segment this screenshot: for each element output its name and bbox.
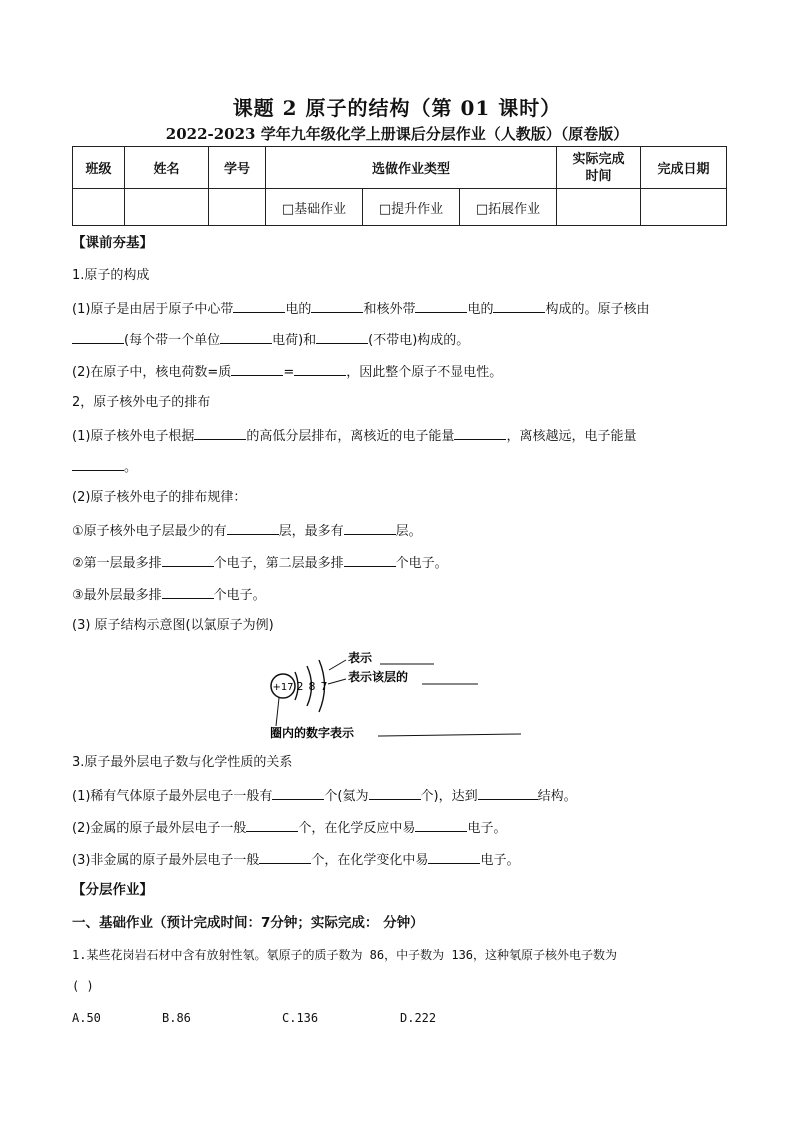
q2-2a-line (72, 521, 422, 541)
fill-blank[interactable] (72, 457, 124, 471)
shell-2-electrons: 8 (308, 680, 316, 693)
label-shell-meaning: 表示 (348, 651, 373, 665)
text-segment: 个电子，第二层最多排 (213, 556, 344, 571)
homework-info-table (72, 146, 727, 226)
q1-heading: 1.原子的构成 (72, 268, 150, 283)
header-class: 班级 (73, 147, 125, 189)
header-actual-time (557, 147, 641, 189)
fill-blank[interactable] (72, 330, 124, 344)
text-segment: 结构。 (537, 789, 577, 804)
text-segment: 电的 (467, 302, 494, 317)
q1-1-line-a (72, 299, 649, 319)
text-segment: 构成的。原子核由 (545, 302, 650, 317)
label-count-meaning: 表示该层的 (348, 670, 409, 684)
cell-student-id[interactable] (209, 189, 266, 226)
q2-2c-line (72, 585, 266, 605)
fill-blank[interactable] (272, 786, 324, 800)
text-segment: 电子。 (480, 853, 520, 868)
shell-3-electrons: 7 (320, 680, 328, 693)
mcq1-option-d[interactable]: D.222 (400, 1011, 437, 1025)
q3-heading: 3.原子最外层电子数与化学性质的关系 (72, 755, 293, 770)
header-completion-date: 完成日期 (641, 147, 727, 189)
text-segment: ③最外层最多排 (72, 588, 162, 603)
mcq1-stem: 1.某些花岗岩石材中含有放射性氡。氡原子的质子数为 86，中子数为 136，这种氡原子核外电子数为 (72, 948, 618, 962)
text-segment: (不带电)构成的。 (368, 333, 470, 348)
fill-blank[interactable] (316, 330, 368, 344)
text-segment: = (283, 365, 295, 380)
mcq1-option-a[interactable]: A.50 (72, 1011, 101, 1025)
q2-heading: 2，原子核外电子的排布 (72, 395, 211, 410)
text-segment: 个(氦为 (324, 789, 369, 804)
label-nucleus-meaning: 圈内的数字表示 (270, 726, 355, 740)
fill-blank[interactable] (415, 299, 467, 313)
header-assignment-type: 选做作业类型 (266, 147, 557, 189)
text-segment: (3)非金属的原子最外层电子一般 (72, 853, 260, 868)
q2-2-line: (2)原子核外电子的排布规律： (72, 490, 247, 505)
header-name: 姓名 (125, 147, 209, 189)
header-actual-time-line2: 时间 (585, 168, 612, 184)
mcq1-option-b[interactable]: B.86 (162, 1011, 191, 1025)
text-segment: (每个带一个单位 (124, 333, 221, 348)
shell-1-electrons: 2 (296, 680, 304, 693)
fill-blank[interactable] (428, 850, 480, 864)
text-segment: ①原子核外电子层最少的有 (72, 524, 227, 539)
fill-blank[interactable] (162, 553, 214, 567)
text-segment: 电子。 (467, 821, 507, 836)
q3-1-line (72, 786, 577, 806)
text-segment: 层。 (395, 524, 422, 539)
fill-blank[interactable] (369, 786, 421, 800)
fill-blank[interactable] (415, 818, 467, 832)
text-segment: (1)原子核外电子根据 (72, 429, 195, 444)
text-segment: 个电子。 (213, 588, 266, 603)
cell-class[interactable] (73, 189, 125, 226)
fill-blank[interactable] (478, 786, 538, 800)
header-actual-time-line1: 实际完成 (572, 151, 625, 167)
section-pre-class: 【课前夯基】 (72, 235, 153, 251)
fill-blank[interactable] (259, 850, 311, 864)
q3-2-line (72, 818, 506, 838)
text-segment: 个，在化学反应中易 (298, 821, 416, 836)
cell-name[interactable] (125, 189, 209, 226)
page-title: 课题 2 原子的结构（第 01 课时） (232, 96, 562, 120)
q2-3-line: (3) 原子结构示意图(以氯原子为例) (72, 618, 274, 633)
text-segment: (1)稀有气体原子最外层电子一般有 (72, 789, 273, 804)
pointer-line-shell (329, 660, 346, 670)
cell-completion-date[interactable] (641, 189, 727, 226)
fill-blank[interactable] (311, 299, 363, 313)
q1-1-line-b (72, 330, 469, 350)
page-subtitle: 2022-2023 学年九年级化学上册课后分层作业（人教版）（原卷版） (165, 125, 629, 143)
basic-homework-title: 一、基础作业（预计完成时间：7分钟；实际完成： 分钟） (72, 915, 424, 931)
pointer-line-count (328, 679, 346, 684)
text-segment: 个电子。 (395, 556, 448, 571)
mcq1-option-c[interactable]: C.136 (282, 1011, 319, 1025)
chlorine-atom-diagram (266, 646, 528, 742)
text-segment: 层，最多有 (278, 524, 344, 539)
text-segment: 个，在化学变化中易 (311, 853, 429, 868)
text-segment: 和核外带 (363, 302, 416, 317)
q2-2b-line (72, 553, 448, 573)
fill-blank[interactable] (454, 426, 506, 440)
cell-actual-time[interactable] (557, 189, 641, 226)
fill-blank[interactable] (227, 521, 279, 535)
nucleus-charge-label: +17 (272, 682, 294, 693)
fill-blank[interactable] (231, 362, 283, 376)
text-segment: 个)，达到 (420, 789, 478, 804)
text-segment: 。 (124, 460, 138, 475)
q1-2-line (72, 362, 502, 382)
option-basic[interactable]: □基础作业 (266, 189, 363, 226)
fill-blank[interactable] (294, 362, 346, 376)
text-segment: ②第一层最多排 (72, 556, 162, 571)
section-layered-homework: 【分层作业】 (72, 882, 153, 898)
q2-1-line-a (72, 426, 636, 446)
option-advanced[interactable]: □提升作业 (363, 189, 460, 226)
fill-blank[interactable] (246, 818, 298, 832)
fill-blank[interactable] (233, 299, 285, 313)
pointer-line-nucleus (276, 698, 279, 726)
q3-3-line (72, 850, 519, 870)
text-segment: 电荷)和 (272, 333, 317, 348)
text-segment: 电的 (285, 302, 312, 317)
text-segment: (2)金属的原子最外层电子一般 (72, 821, 247, 836)
text-segment: 的高低分层排布，离核近的电子能量 (246, 429, 455, 444)
fill-blank[interactable] (344, 521, 396, 535)
text-segment: (2)在原子中，核电荷数=质 (72, 365, 232, 380)
fill-blank[interactable] (194, 426, 246, 440)
text-segment: (1)原子是由居于原子中心带 (72, 302, 234, 317)
fill-blank[interactable] (220, 330, 272, 344)
answer-line-nucleus (378, 734, 521, 736)
option-extended[interactable]: □拓展作业 (460, 189, 557, 226)
fill-blank[interactable] (162, 585, 214, 599)
mcq1-answer-paren: ( ) (72, 979, 94, 993)
q2-1-line-b (72, 457, 137, 477)
header-student-id: 学号 (209, 147, 266, 189)
text-segment: ，离核越远，电子能量 (506, 429, 637, 444)
fill-blank[interactable] (493, 299, 545, 313)
text-segment: ，因此整个原子不显电性。 (346, 365, 503, 380)
fill-blank[interactable] (344, 553, 396, 567)
